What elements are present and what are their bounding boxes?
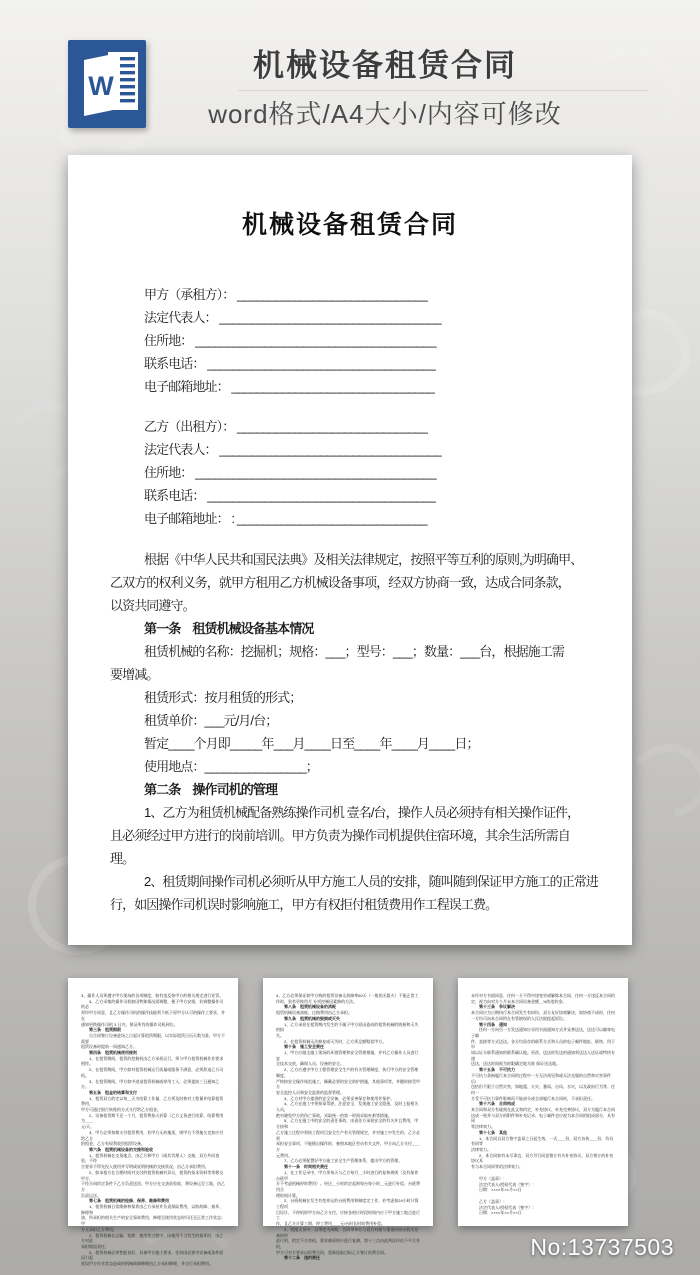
document-line: 以资共同遵守。 bbox=[110, 598, 195, 613]
thumbnail-line: 日期：××××年××月××日 bbox=[479, 1210, 522, 1216]
thumbnail-line: 法定代表人/授权代表（签字）： bbox=[479, 1181, 537, 1187]
thumbnail-3-body bbox=[263, 978, 433, 1261]
thumbnail-line: 2、租赁机械在运输、装卸、使用等过程中，因使用不当发生的损坏时，由乙方对此 bbox=[81, 1232, 224, 1244]
header-title: 机械设备租赁合同 bbox=[253, 48, 517, 83]
thumbnail-line: 甲方可通过银行转账的方式支付给乙方租金。 bbox=[81, 1107, 161, 1113]
thumbnail-line: 方受不可抗力事件影响而不能部分或全部履行本合同时，不承担责任。 bbox=[471, 1095, 595, 1101]
thumbnail-line: 负责运送。 bbox=[81, 1192, 101, 1198]
document-line: 联系电话： ____________________________________ bbox=[144, 356, 436, 371]
thumbnail-line: 7、乙方必须配置好甲方施工安全生产管理体系，提出甲方的管理。 bbox=[284, 1158, 403, 1164]
document-line: 1、乙方为租赁机械配备熟练操作司机 壹名/台，操作人员必须持有相关操作证件， bbox=[144, 805, 580, 820]
thumbnail-line: 3、操作人员须遵守甲方现场的各项制度，如有违反按甲方的相关规定进行处罚。 bbox=[81, 993, 224, 998]
document-line: 暂定____个月即_____年___月____日至____年____月____日； bbox=[144, 736, 479, 751]
thumbnail-line: 自合同签订设备进场之日起计算租赁期限，以实际租赁日历天数为准，甲方不需要 bbox=[81, 1032, 225, 1044]
thumbnail-line: 第六条 租赁机械设备的交接和验收 bbox=[89, 1146, 153, 1152]
thumbnail-line: 1、在租赁期间，租赁的挖掘机由乙方承担运行，须与甲方租赁机械作业要求相符。 bbox=[81, 1055, 224, 1067]
thumbnail-line: 2、设备租赁期不足一个月，租赁费按天折算（乙方义务进行结算，结算费用为＿＿ bbox=[81, 1112, 224, 1124]
thumbnail-2-body bbox=[68, 978, 238, 1267]
page-thumbnail-2[interactable] bbox=[68, 978, 238, 1267]
thumbnail-line: 第九条 租赁机械的毁损或灭失 bbox=[284, 1015, 340, 1021]
thumbnail-line: 第十三条 争议解决 bbox=[479, 1004, 515, 1010]
thumbnail-line: 任何一方向另一方发送通知应采用书面通知方式并妥善送达，送达可以邮寄电子邮 bbox=[471, 1027, 615, 1038]
thumbnail-line: 有与本合同同等的法律效力。 bbox=[471, 1164, 523, 1170]
document-line: 联系电话： ____________________________________ bbox=[144, 488, 436, 503]
document-line: 电子邮箱地址： ________________________________ bbox=[144, 379, 434, 394]
thumbnail-line: 第八条 租赁机械设备的消耗 bbox=[284, 1004, 336, 1010]
thumbnail-line: 1、甲方应做全施工现场的环境管理和安全管理措施，并对乙方操作人员进行安 bbox=[276, 1050, 419, 1061]
thumbnail-line: 租赁机械设备油耗、过路费用由乙方承担。 bbox=[276, 1010, 352, 1016]
document-line: 租赁机械的名称：挖掘机；规格：___；型号：___；数量：___台，根据施工需 bbox=[144, 644, 564, 659]
thumbnail-line: 作，且乙方计算工期、停工费用＿＿元/台时长时间费用补偿。 bbox=[276, 1221, 386, 1227]
thumbnail-line: 乙方（盖章）： bbox=[479, 1198, 507, 1204]
thumbnail-line: 承担安全事项，不能擅自操作时，参照本地区劳动有关文件，甲方向乙方支付＿＿万 bbox=[276, 1141, 420, 1152]
document-line: 第二条 操作司机的管理 bbox=[144, 782, 278, 797]
document-line: 住所地： ______________________________________ bbox=[144, 465, 436, 480]
header-divider bbox=[238, 90, 648, 91]
thumbnail-line: 3、在租赁期间，甲方如中途退租赁机械或停用工人，必须提前三日通知乙方。 bbox=[81, 1078, 220, 1090]
thumbnail-line: 定，视为向对方个月未本合同设备金额＿%的违约金。 bbox=[471, 998, 567, 1004]
thumbnail-line: 第四条 租赁机械使用规则 bbox=[89, 1050, 137, 1056]
thumbnail-line: 甲方（盖章）： bbox=[479, 1175, 507, 1181]
thumbnail-line: 2、在租赁机械无法修复或灭失时，乙方须足额赔偿甲方。 bbox=[284, 1038, 387, 1044]
thumbnail-line: 3、租赁机械必须性能良好，具备甲方施工要求，任何因必要中设备或条件原因引起 bbox=[81, 1249, 224, 1261]
thumbnail-line: 日期：××××年××月××日 bbox=[479, 1187, 522, 1193]
thumbnail-line: 理时间计算。 bbox=[276, 1192, 300, 1198]
thumbnail-line: 1、乙方承担在租赁期内发生的不属于甲方原因造成的租赁机械的毁损和灭失的损 bbox=[276, 1021, 419, 1033]
thumbnail-line: 合要求不得先投入使用并写明或说明机械的交接状况，由乙方承担费用。 bbox=[81, 1164, 209, 1170]
thumbnail-line: 4、乙方采集的操作司机如因特殊情况需调整，便于甲方安排，若调整操作司机必 bbox=[81, 998, 224, 1010]
thumbnail-line: 失。 bbox=[276, 1032, 284, 1038]
thumbnail-line: 2、如承租方在合理时间对交付的租赁机械有异议，租赁的技术资料等须移交甲方， bbox=[81, 1169, 224, 1181]
thumbnail-line: 请以证方联系通知的联系确认地。更改、送达时发送的通知须送达人送证或特快专递 bbox=[471, 1050, 615, 1061]
thumbnail-line: 进行的，约定不合有机，要求被原则应进行复测，第十三点由此两次评估不平合有机， bbox=[276, 1238, 420, 1249]
thumbnail-line: 法律效力。 bbox=[471, 1146, 491, 1152]
thumbnail-line: 作时，验有更换用月 专项控制因素修约方法。 bbox=[276, 998, 358, 1004]
document-line: 乙方（出租方）： ______________________________ bbox=[144, 419, 427, 434]
thumbnail-line: 2、在租赁期间，甲方如对租赁机械运行质量或服务不满意，必须辞退乙方司机。 bbox=[81, 1067, 224, 1078]
document-line bbox=[110, 398, 590, 415]
thumbnail-line: 3、机组人员中，以季度为周期，合同带单位与双方对接与重视经协议机关设备按时 bbox=[276, 1226, 419, 1238]
thumbnail-line: 第十二条 违约责任 bbox=[284, 1255, 320, 1261]
document-title: 机械设备租赁合同 bbox=[241, 211, 458, 239]
thumbnail-line: 承担赔偿责任。 bbox=[81, 1243, 109, 1249]
thumbnail-line: 第三条 租赁期限 bbox=[89, 1027, 121, 1033]
document-line: 根据《中华人民共和国民法典》及相关法律规定，按照平等互利的原则,为明确甲、 bbox=[144, 552, 583, 567]
thumbnail-line: 严格按安全操作规范施工，佩戴必要的安全防护措施，其他事项等，并随时接受甲方 bbox=[276, 1078, 420, 1090]
thumbnail-line: 一方均可向本合同所在有管辖权的人民法院提起诉讼。 bbox=[471, 1015, 567, 1021]
thumbnail-line: 未经对方书面同意，任何一方不得中途变更或解除本合同，任何一方违反本合同约 bbox=[471, 993, 615, 998]
thumbnail-line: 延误甲方作业状态造成的机械故障修理由乙方承担修理，并自行承担费用。 bbox=[81, 1261, 213, 1267]
thumbnail-line: 5、乙方在施工中的安全的责任事故，由责任方承担安全的有关并且费用，甲方按和 bbox=[276, 1118, 419, 1130]
document-line: 理。 bbox=[110, 851, 135, 866]
page-thumbnail-3[interactable] bbox=[263, 978, 433, 1261]
thumbnail-line: 1、本合同自双方签字盖章之日起生效，一式＿＿份，双方各执＿＿份，均具有同等 bbox=[471, 1135, 614, 1147]
thumbnail-line: 包括但不限于自然灾害，如地震、火灾、暴雨、台风、水灾，以及政府行为等。任何一 bbox=[471, 1084, 615, 1095]
thumbnail-line: 法定代表人/授权代表（签字）： bbox=[479, 1204, 537, 1210]
thumbnail-line: 租赁设备时提前一周通知乙方。 bbox=[81, 1044, 137, 1050]
contract-page-preview bbox=[68, 155, 632, 945]
thumbnail-line: 第十条 施工安全责任 bbox=[284, 1044, 324, 1050]
document-line bbox=[110, 530, 590, 548]
document-line: 使用地点：________________； bbox=[144, 759, 318, 774]
thumbnail-line: 1、租赁机械在交货地点，由乙方和甲方（或其代理人）交接，双方共同查验，不符 bbox=[81, 1152, 220, 1164]
thumbnail-line: 不符合同约定条件下乙方负责送回，甲方应在交货前验收，将设备运至工地，由乙方 bbox=[81, 1181, 225, 1192]
word-icon bbox=[68, 40, 146, 128]
thumbnail-line: 1、租赁双方约定以每＿天为结算工作量，乙方须及时核对工程量并结算租赁费用， bbox=[81, 1095, 224, 1107]
document-line: 行，如因操作司机误时影响施工，甲方有权拒付租赁费用作工程误工费。 bbox=[110, 897, 498, 912]
thumbnail-4-body bbox=[458, 978, 628, 1216]
thumbnail-line: 元/天。 bbox=[81, 1124, 95, 1130]
document-body bbox=[68, 283, 632, 916]
document-line: 租赁形式：按月租赁的形式； bbox=[144, 690, 302, 705]
thumbnail-line: 元费用。 bbox=[276, 1152, 292, 1158]
thumbnail-line: 2、乙方应遵守甲方工程管理安全生产的有关管理制度，执行甲方的安全管理制度， bbox=[276, 1067, 419, 1078]
document-line: 要增减。 bbox=[110, 667, 159, 682]
document-line: 法定代表人： ___________________________________ bbox=[144, 442, 441, 457]
thumbnail-line: 达成一致并与双方的附件和补充记录、电子邮件也应视为本合同的组成部分，具有同 bbox=[471, 1112, 615, 1124]
thumbnail-line: 须经甲方同意，且乙方操作司机的操作技能须不低于原甲方认可的操作工要求，并在 bbox=[81, 1010, 225, 1021]
document-line: 电子邮箱地址： : ______________________________ bbox=[144, 511, 427, 526]
document-line: 住所地： ______________________________________ bbox=[144, 333, 436, 348]
document-line: 第一条 租赁机械设备基本情况 bbox=[144, 621, 314, 636]
thumbnail-line: 2、台班机械在发生有变停运的台班费用和制度定工作，若考虑按24小时计算工程项 bbox=[276, 1198, 419, 1210]
thumbnail-line: 通知更换操作司机 3 日内，保证所有的操作司机到位。 bbox=[81, 1021, 178, 1027]
thumbnail-line: 目设计，不停机时甲方向乙方支付，应按各相应时段时间内应于甲方施工地点进行工 bbox=[276, 1209, 420, 1221]
document-line: 且必须经过甲方进行的岗前培训。甲方负责为操作司机提供住宿环境，其余生活所需自 bbox=[110, 828, 570, 843]
thumbnail-line: 第十一条 时间相关责任 bbox=[284, 1164, 328, 1170]
thumbnail-line: 的租金，乙方有权利收回租赁设备。 bbox=[81, 1141, 145, 1147]
serial-number: No:13737503 bbox=[530, 1234, 674, 1260]
document-line: 租赁单价：___元/月/台； bbox=[144, 713, 278, 728]
thumbnail-line: 3、乙方对甲方提供的安全设备，必须妥善保存和使用并保护。 bbox=[284, 1095, 395, 1101]
page-thumbnail-4[interactable] bbox=[458, 978, 628, 1226]
thumbnail-line: 第五条 租金的结算和支付 bbox=[89, 1089, 137, 1095]
thumbnail-line: 1、在工作记录中，甲方须每天与乙方每月＿小时进行的复核规则（及有保养台班甲 bbox=[276, 1169, 419, 1181]
thumbnail-line: 第十四条 通知 bbox=[479, 1021, 507, 1027]
word-icon-letter: W bbox=[88, 71, 114, 101]
thumbnail-line: 第十七条 其他 bbox=[479, 1129, 507, 1135]
document-line: 法定代表人： ___________________________________ bbox=[144, 310, 441, 325]
thumbnail-line: 等法律效力。 bbox=[471, 1124, 495, 1130]
thumbnail-line: 1、租赁机械日常维修和保养由乙方承担并负责保险费用，以防故障、损坏、修理和 bbox=[81, 1204, 224, 1215]
thumbnail-line: 第十五条 不可抗力 bbox=[479, 1067, 515, 1073]
thumbnail-line: 2、本合同如有未尽事宜，双方另行同意签订有关补充协议，双方签订的补充协议具 bbox=[471, 1152, 614, 1164]
thumbnail-line: 件、直接等方式送达。各方均留存的联系方式和人员的电子邮件地址、联络，用于申 bbox=[471, 1038, 615, 1050]
document-line: 甲方（承租方）： ______________________________ bbox=[144, 287, 427, 302]
thumbnail-line: 4、乙方在施工中须按章驾驶、注意安全，发现施工安全隐患，及时上报相关人员， bbox=[276, 1101, 419, 1113]
thumbnail-line: 全技术交底，确保人员、设备的安全。 bbox=[276, 1061, 344, 1067]
thumbnail-line: 甲方可对方要求以机费合同，重新选取目标乙方签订机费合同。 bbox=[276, 1249, 388, 1255]
thumbnail-line: 4、乙方必须保证如甲方购的租赁设备无故障率60天（一般的无限火）不能正常工 bbox=[276, 993, 419, 998]
thumbnail-line: 第十六条 合同构成 bbox=[479, 1101, 515, 1107]
thumbnail-line: 乙方施工过程中须按工程项目安全生产有关管理规定，并对施工中发生的，乙方必须 bbox=[276, 1129, 420, 1141]
thumbnail-line: 本合同应为日期执行本合同发生有纠纷，双方友好协商解决，如协商不成时，任何 bbox=[471, 1010, 615, 1016]
thumbnail-line: 绝对避免甲方的伤亡事故，采取统一的第一时间采取补救等措施。 bbox=[276, 1112, 392, 1118]
thumbnail-line: 第七条 租赁机械的检修、保养、维修和费用 bbox=[89, 1198, 169, 1204]
document-line: 2、租赁期间操作司机必须听从甲方施工人员的安排，随叫随到保证甲方施工的正常进 bbox=[144, 874, 599, 889]
thumbnail-line: 安全监控人员和安全监督的监督管理。 bbox=[276, 1089, 344, 1095]
document-line: 乙双方的权利义务，就甲方租用乙方机械设备事项，经双方协商一致，达成合同条款， bbox=[110, 575, 570, 590]
thumbnail-line: 送达，送达时间视为时限确定地为准 保证送达地。 bbox=[471, 1061, 561, 1067]
thumbnail-line: 3、甲方必须按期支付租赁费用，若甲方无故拖延，则甲方不得拖欠克扣应付给乙方 bbox=[81, 1129, 224, 1141]
thumbnail-line: 方无承担乙方费用。 bbox=[81, 1226, 117, 1232]
thumbnail-line: 方不考虑机械停时费用）。经过＿小时约定起则每台每小时＿元进行补偿，台班费用合 bbox=[276, 1181, 420, 1192]
thumbnail-line: 本合同和双方有磋商在此文和约定，补充协议、补充完善协议，双方为履行本合同 bbox=[471, 1107, 615, 1113]
header-subtitle: word格式/A4大小/内容可修改 bbox=[208, 99, 562, 129]
thumbnail-line: 油，所承担的相关生产的安全事故费用，修理至使用状态时归还至正常工作状态；甲 bbox=[81, 1215, 225, 1227]
thumbnail-line: 不可抗力条指履行本合同的过程中一方无法预见和或无法克服的自然和灾害事件后/ bbox=[471, 1072, 611, 1084]
